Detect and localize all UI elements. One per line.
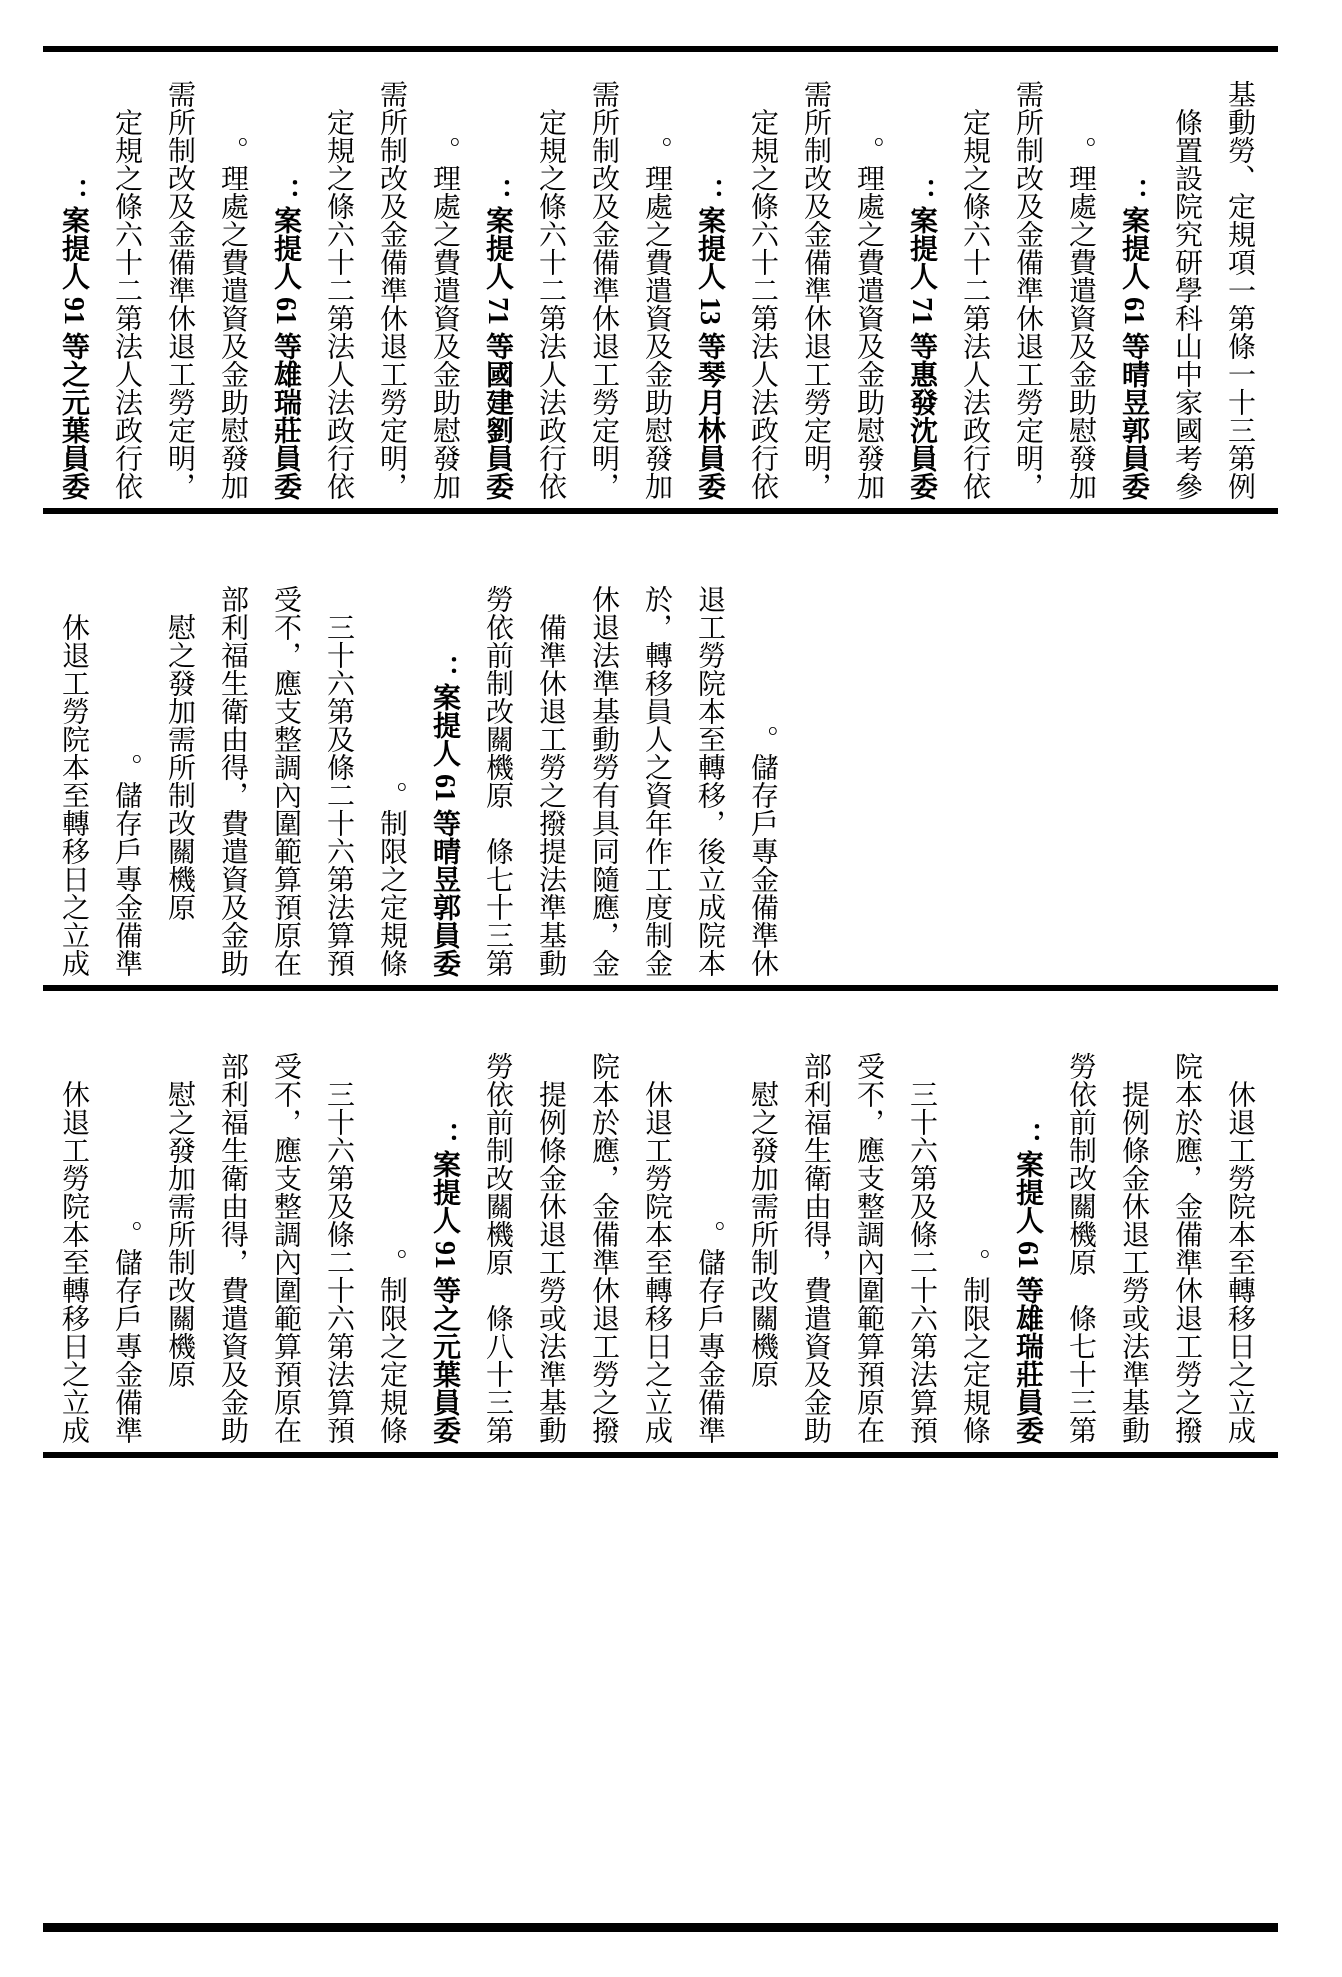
proposal-text-column: 備準休退工勞之撥提法準基動 [535, 613, 566, 977]
proposal-text-column: 定規之條六十二第法人法政行依 [111, 108, 142, 500]
proposal-text-column: 需所制改及金備準休退工勞定明， [376, 80, 407, 500]
proposal-text-column: 定規之條六十二第法人法政行依 [747, 108, 778, 500]
proposal-text-column: 需所制改及金備準休退工勞定明， [164, 80, 195, 500]
proposal-text-column: 退工勞院本至轉移，後立成院本 [694, 585, 725, 977]
proposal-text-column: 條置設院究研學科山中家國考參 [1171, 108, 1202, 500]
proposal-header-column: ：案提人 71 等惠發沈員委 [906, 178, 937, 500]
proposal-text-column: 定規之條六十二第法人法政行依 [323, 108, 354, 500]
proposal-text-column: 定規之條六十二第法人法政行依 [535, 108, 566, 500]
empty-table-cell-region [43, 1458, 1278, 1923]
page-border-bottom [43, 1923, 1278, 1932]
proposal-text-column: 部利福生衛由得，費遣資及金助 [217, 585, 248, 977]
proposal-text-column: 勞依前制改關機原 條七十三第 [1065, 1052, 1096, 1444]
proposal-text-column: 三十六第及條二十六第法算預 [323, 613, 354, 977]
proposal-text-column: 三十六第及條二十六第法算預 [906, 1080, 937, 1444]
proposal-text-column: 。制限之定規條 [376, 781, 407, 977]
table-row-1 [43, 52, 1278, 508]
proposal-header-column: ：案提人 61 等晴昱郭員委 [429, 655, 460, 977]
proposal-text-column: 。制限之定規條 [959, 1248, 990, 1444]
proposal-text-column: 受不，應支整調內圍範算預原在 [853, 1052, 884, 1444]
proposal-text-column: 勞依前制改關機原 條八十三第 [482, 1052, 513, 1444]
proposal-text-column: 休退法準基動勞有具同隨應，金 [588, 585, 619, 977]
proposal-header-column: ：案提人 61 等雄瑞莊員委 [270, 178, 301, 500]
proposal-text-column: 部利福生衛由得，費遣資及金助 [800, 1052, 831, 1444]
proposal-text-column: 休退工勞院本至轉移日之立成 [58, 613, 89, 977]
proposal-text-column: 勞依前制改關機原 條七十三第 [482, 585, 513, 977]
proposal-header-column: ：案提人 71 等國建劉員委 [482, 178, 513, 500]
proposal-text-column: 慰之發加需所制改關機原 [164, 1080, 195, 1444]
proposal-text-column: 需所制改及金備準休退工勞定明， [588, 80, 619, 500]
proposal-text-column: 基動勞、定規項一第條一十三第例 [1224, 80, 1255, 500]
proposal-text-column: 三十六第及條二十六第法算預 [323, 1080, 354, 1444]
proposal-text-column: 慰之發加需所制改關機原 [747, 1080, 778, 1444]
proposal-text-column: 院本於應，金備準休退工勞之撥 [588, 1052, 619, 1444]
proposal-text-column: 休退工勞院本至轉移日之立成 [641, 1080, 672, 1444]
table-row-3 [43, 991, 1278, 1452]
proposal-text-column: 院本於應，金備準休退工勞之撥 [1171, 1052, 1202, 1444]
proposal-text-column: 需所制改及金備準休退工勞定明， [1012, 80, 1043, 500]
proposal-text-column: 需所制改及金備準休退工勞定明， [800, 80, 831, 500]
proposal-text-column: 提例條金休退工勞或法準基動 [1118, 1080, 1149, 1444]
proposal-header-column: ：案提人 61 等晴昱郭員委 [1118, 178, 1149, 500]
proposal-header-column: ：案提人 13 等琴月林員委 [694, 178, 725, 500]
proposal-text-column: 受不，應支整調內圍範算預原在 [270, 1052, 301, 1444]
proposal-text-column: 。儲存戶專金備準休 [747, 725, 778, 977]
proposal-text-column: 提例條金休退工勞或法準基動 [535, 1080, 566, 1444]
proposal-text-column: 休退工勞院本至轉移日之立成 [1224, 1080, 1255, 1444]
proposal-header-column: ：案提人 61 等雄瑞莊員委 [1012, 1122, 1043, 1444]
proposal-text-column: 。儲存戶專金備準 [111, 753, 142, 977]
proposal-text-column: 。儲存戶專金備準 [111, 1220, 142, 1444]
proposal-text-column: 部利福生衛由得，費遣資及金助 [217, 1052, 248, 1444]
proposal-text-column: 休退工勞院本至轉移日之立成 [58, 1080, 89, 1444]
proposal-text-column: 。理處之費遣資及金助慰發加 [1065, 136, 1096, 500]
proposal-text-column: 於，轉移員人之資年作工度制金 [641, 585, 672, 977]
proposal-text-column: 定規之條六十二第法人法政行依 [959, 108, 990, 500]
proposal-header-column: ：案提人 91 等之元葉員委 [429, 1122, 460, 1444]
proposal-text-column: 慰之發加需所制改關機原 [164, 613, 195, 977]
proposal-text-column: 。理處之費遣資及金助慰發加 [641, 136, 672, 500]
proposal-text-column: 。理處之費遣資及金助慰發加 [853, 136, 884, 500]
proposal-text-column: 受不，應支整調內圍範算預原在 [270, 585, 301, 977]
proposal-text-column: 。儲存戶專金備準 [694, 1220, 725, 1444]
proposal-text-column: 。制限之定規條 [376, 1248, 407, 1444]
proposal-header-column: ：案提人 91 等之元葉員委 [58, 178, 89, 500]
proposal-text-column: 。理處之費遣資及金助慰發加 [217, 136, 248, 500]
proposal-text-column: 。理處之費遣資及金助慰發加 [429, 136, 460, 500]
table-row-2 [43, 514, 1278, 985]
